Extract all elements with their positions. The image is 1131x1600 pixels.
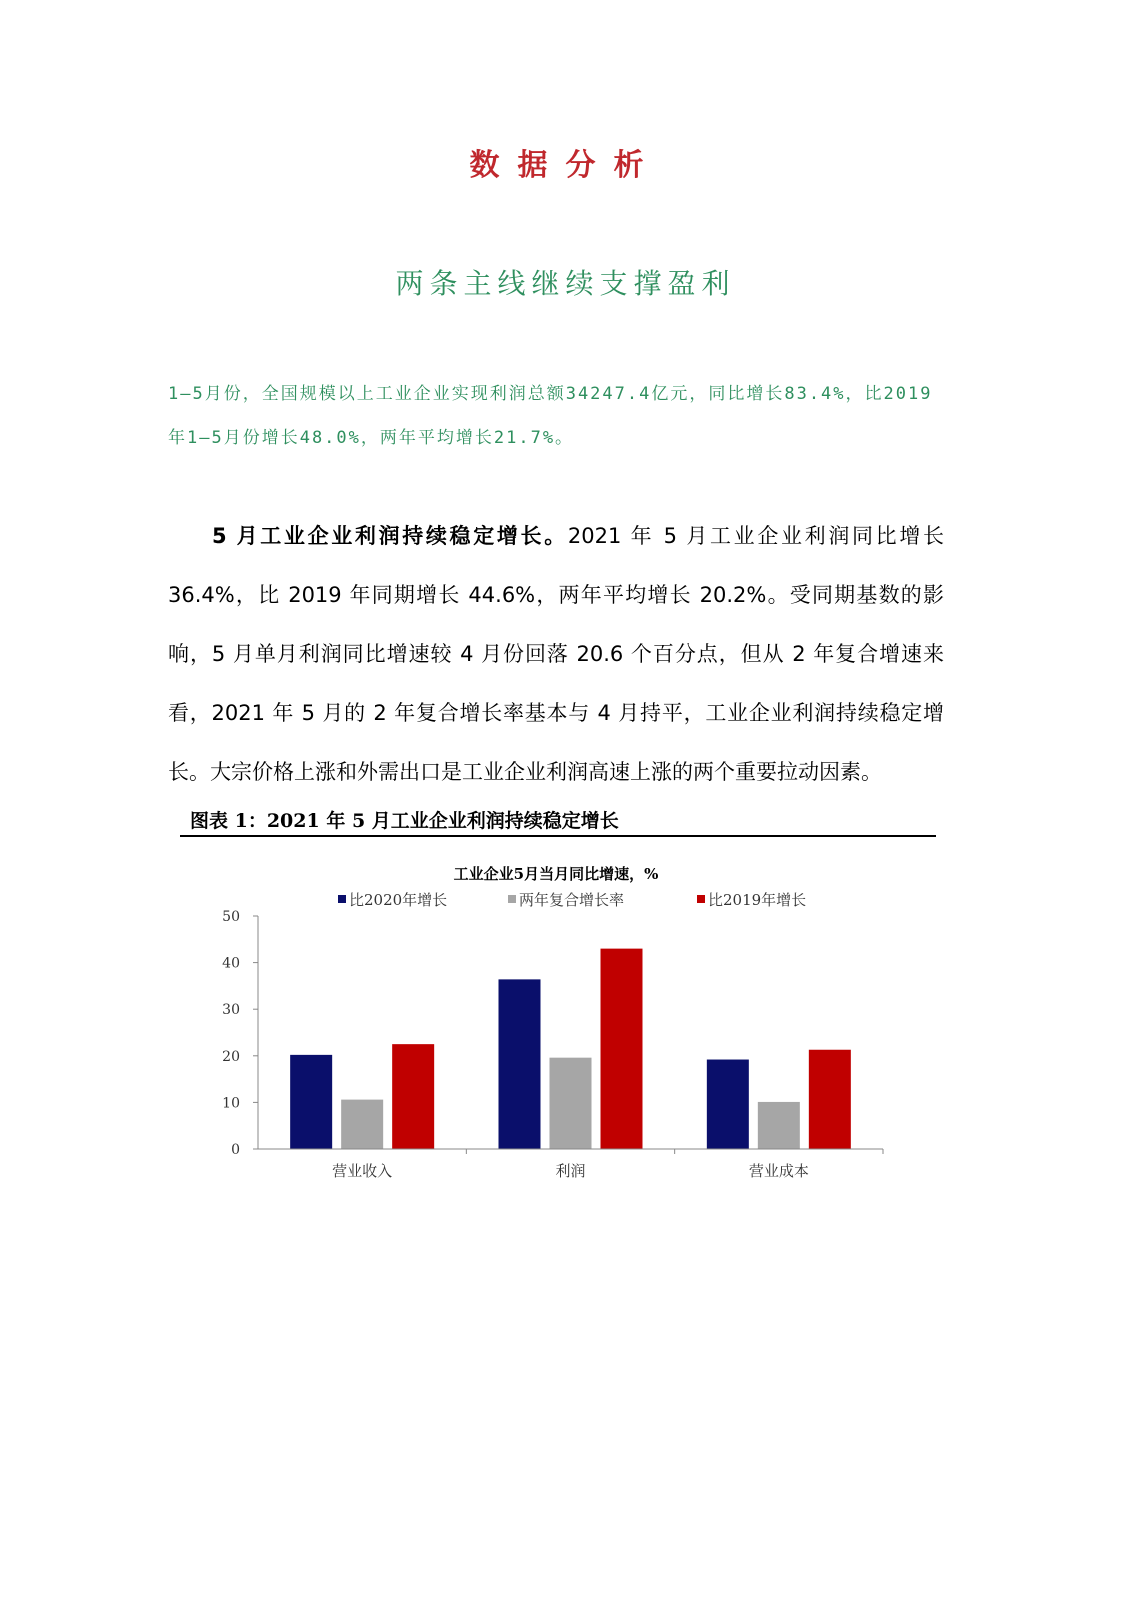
x-tick-label: 营业收入 <box>332 1162 393 1180</box>
legend-label: 比2020年增长 <box>349 891 448 909</box>
x-axis <box>258 1149 883 1180</box>
body-text: 2021 年 5 月工业企业利润同比增长 36.4%，比 2019 年同期增长 44.6%，两年平均增长 20.2%。受同期基数的影响，5 月单月利润同比增速较 4 月份回落 20.6 个百分点，但从 2 年复合增速来看，2021 年 5 月的 2 年复合增长率基本与 4 月持平，工业企业利润持续稳定增长。大宗价格上涨和外需出口是工业企业利润高速上涨的两个重要拉动因素。 <box>168 524 944 784</box>
body-paragraph <box>168 507 944 802</box>
legend-swatch <box>338 895 346 903</box>
bar <box>290 1055 332 1149</box>
legend-swatch <box>508 895 516 903</box>
figure-caption: 图表 1：2021 年 5 月工业企业利润持续稳定增长 <box>190 810 619 832</box>
y-tick-label: 30 <box>222 1002 240 1019</box>
bar <box>809 1050 851 1149</box>
summary-paragraph: 1—5月份，全国规模以上工业企业实现利润总额34247.4亿元，同比增长83.4%，比2019年1—5月份增长48.0%，两年平均增长21.7%。 <box>168 384 933 448</box>
y-tick-label: 10 <box>222 1095 240 1112</box>
bar <box>499 979 541 1149</box>
legend-label: 两年复合增长率 <box>519 891 625 909</box>
bar <box>707 1060 749 1149</box>
y-tick-label: 50 <box>222 909 240 925</box>
legend-label: 比2019年增长 <box>708 891 807 909</box>
bar <box>392 1044 434 1149</box>
bars <box>290 949 851 1149</box>
legend-swatch <box>697 895 705 903</box>
bar <box>758 1102 800 1149</box>
bar-chart <box>190 852 910 1202</box>
bar-chart-svg <box>190 852 910 1202</box>
bar <box>550 1058 592 1149</box>
x-tick-label: 利润 <box>555 1162 586 1180</box>
article-title: 两条主线继续支撑盈利 <box>395 267 736 300</box>
y-tick-label: 20 <box>222 1048 240 1065</box>
y-tick-label: 0 <box>231 1142 240 1158</box>
chart-title: 工业企业5月当月同比增速，% <box>453 865 659 883</box>
y-tick-label: 40 <box>222 955 240 972</box>
y-axis <box>222 909 258 1158</box>
section-title: 数据分析 <box>469 148 662 183</box>
x-tick-label: 营业成本 <box>748 1162 809 1180</box>
figure-rule <box>180 835 936 837</box>
bar <box>341 1100 383 1149</box>
bar <box>601 949 643 1149</box>
body-lead: 5 月工业企业利润持续稳定增长。 <box>212 524 568 548</box>
chart-legend <box>338 891 806 909</box>
